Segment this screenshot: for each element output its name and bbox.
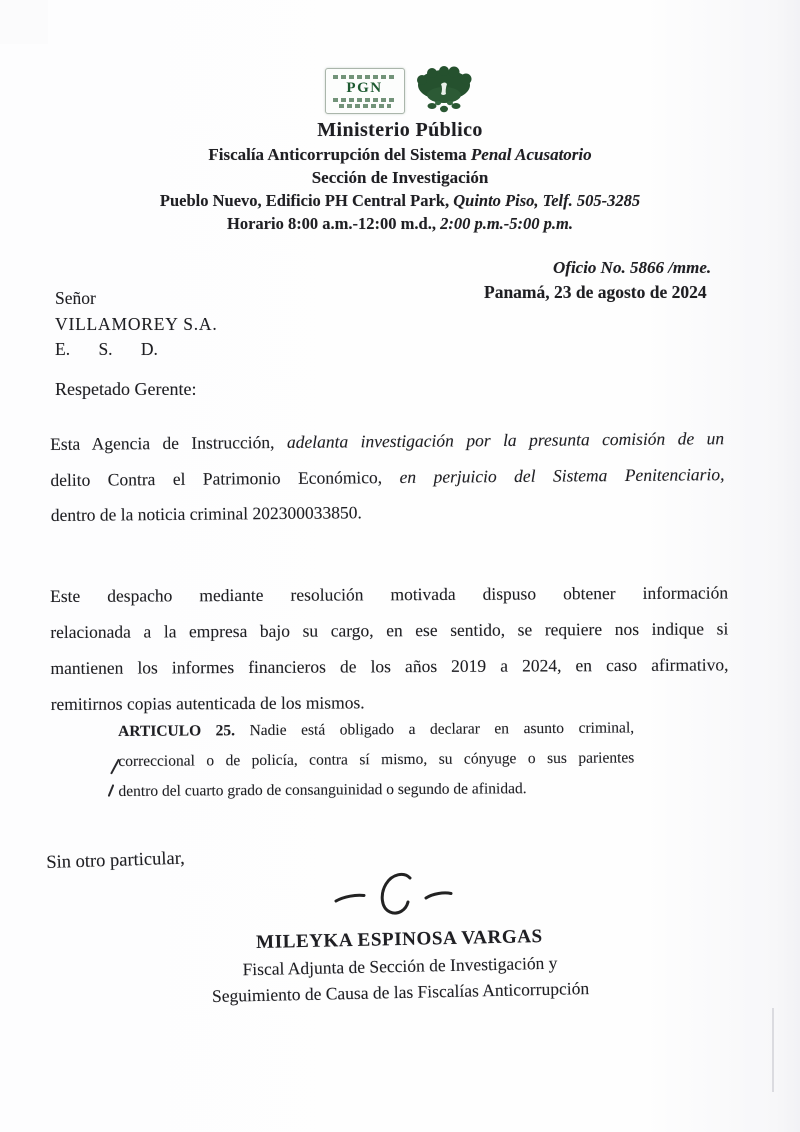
scan-corner-artifact bbox=[0, 0, 48, 44]
addressee-company: VILLAMOREY S.A. bbox=[55, 313, 218, 334]
addressee-salutation: Señor bbox=[55, 288, 96, 308]
signer-title-line-2: Seguimiento de Causa de las Fiscalías Anticorrupción bbox=[211, 978, 590, 1006]
letterhead-address: Pueblo Nuevo, Edificio PH Central Park, Quinto Piso, Telf. 505-3285 bbox=[159, 191, 641, 210]
logo-microtext-top bbox=[333, 75, 397, 79]
scan-edge-artifact bbox=[772, 1008, 774, 1092]
letterhead-dept: Fiscalía Anticorrupción del Sistema Penal Acusatorio bbox=[208, 145, 592, 164]
greeting: Respetado Gerente: bbox=[55, 379, 197, 399]
coat-of-arms-icon bbox=[414, 66, 476, 116]
pgn-acronym: PGN bbox=[346, 79, 383, 96]
body-paragraph-2: Este despacho mediante resolución motivada dispuso obtener información relacionada a la empresa bajo su cargo, en ese sentido, se requiere nos indique si mantienen los informes financieros de los años 2019 a 2024, en caso afirmativo, remitirnos copias autenticada de los mismos. bbox=[50, 582, 729, 714]
articulo-25-quote: ARTICULO 25. Nadie está obligado a declarar en asunto criminal, correccional o de policía, contra sí mismo, su cónyuge o sus parientes dentro del cuarto grado de consanguinidad o segundo de afinidad. bbox=[118, 719, 635, 800]
date-line: Panamá, 23 de agosto de 2024 bbox=[484, 282, 707, 302]
signature-block bbox=[0, 918, 800, 1014]
signer-title-line-1: Fiscal Adjunta de Sección de Investigación y bbox=[242, 952, 558, 980]
pen-mark bbox=[108, 784, 115, 797]
handwritten-signature bbox=[330, 866, 462, 927]
farewell: Sin otro particular, bbox=[46, 848, 186, 873]
logo-microtext-bottom bbox=[333, 98, 397, 102]
signer-name: MILEYKA ESPINOSA VARGAS bbox=[255, 926, 543, 954]
addressee-esd: E. S. D. bbox=[55, 339, 158, 359]
pgn-logo bbox=[0, 66, 800, 116]
addressee-block bbox=[55, 286, 218, 363]
oficio-number: Oficio No. 5866 /mme. bbox=[553, 258, 712, 277]
letterhead-hours: Horario 8:00 a.m.-12:00 m.d., 2:00 p.m.-5:00 p.m. bbox=[227, 214, 573, 233]
pgn-box-logo bbox=[325, 68, 405, 114]
letterhead-section: Sección de Investigación bbox=[311, 168, 489, 187]
body-paragraph-1: Esta Agencia de Instrucción, adelanta investigación por la presunta comisión de un delito Contra el Patrimonio Económico, en perjuicio del Sistema Penitenciario, dentro de la noticia criminal 202300033850. bbox=[50, 428, 725, 525]
logo-microtext-bottom-2 bbox=[339, 104, 391, 108]
letterhead bbox=[0, 66, 800, 235]
org-name: Ministerio Público bbox=[317, 119, 483, 141]
